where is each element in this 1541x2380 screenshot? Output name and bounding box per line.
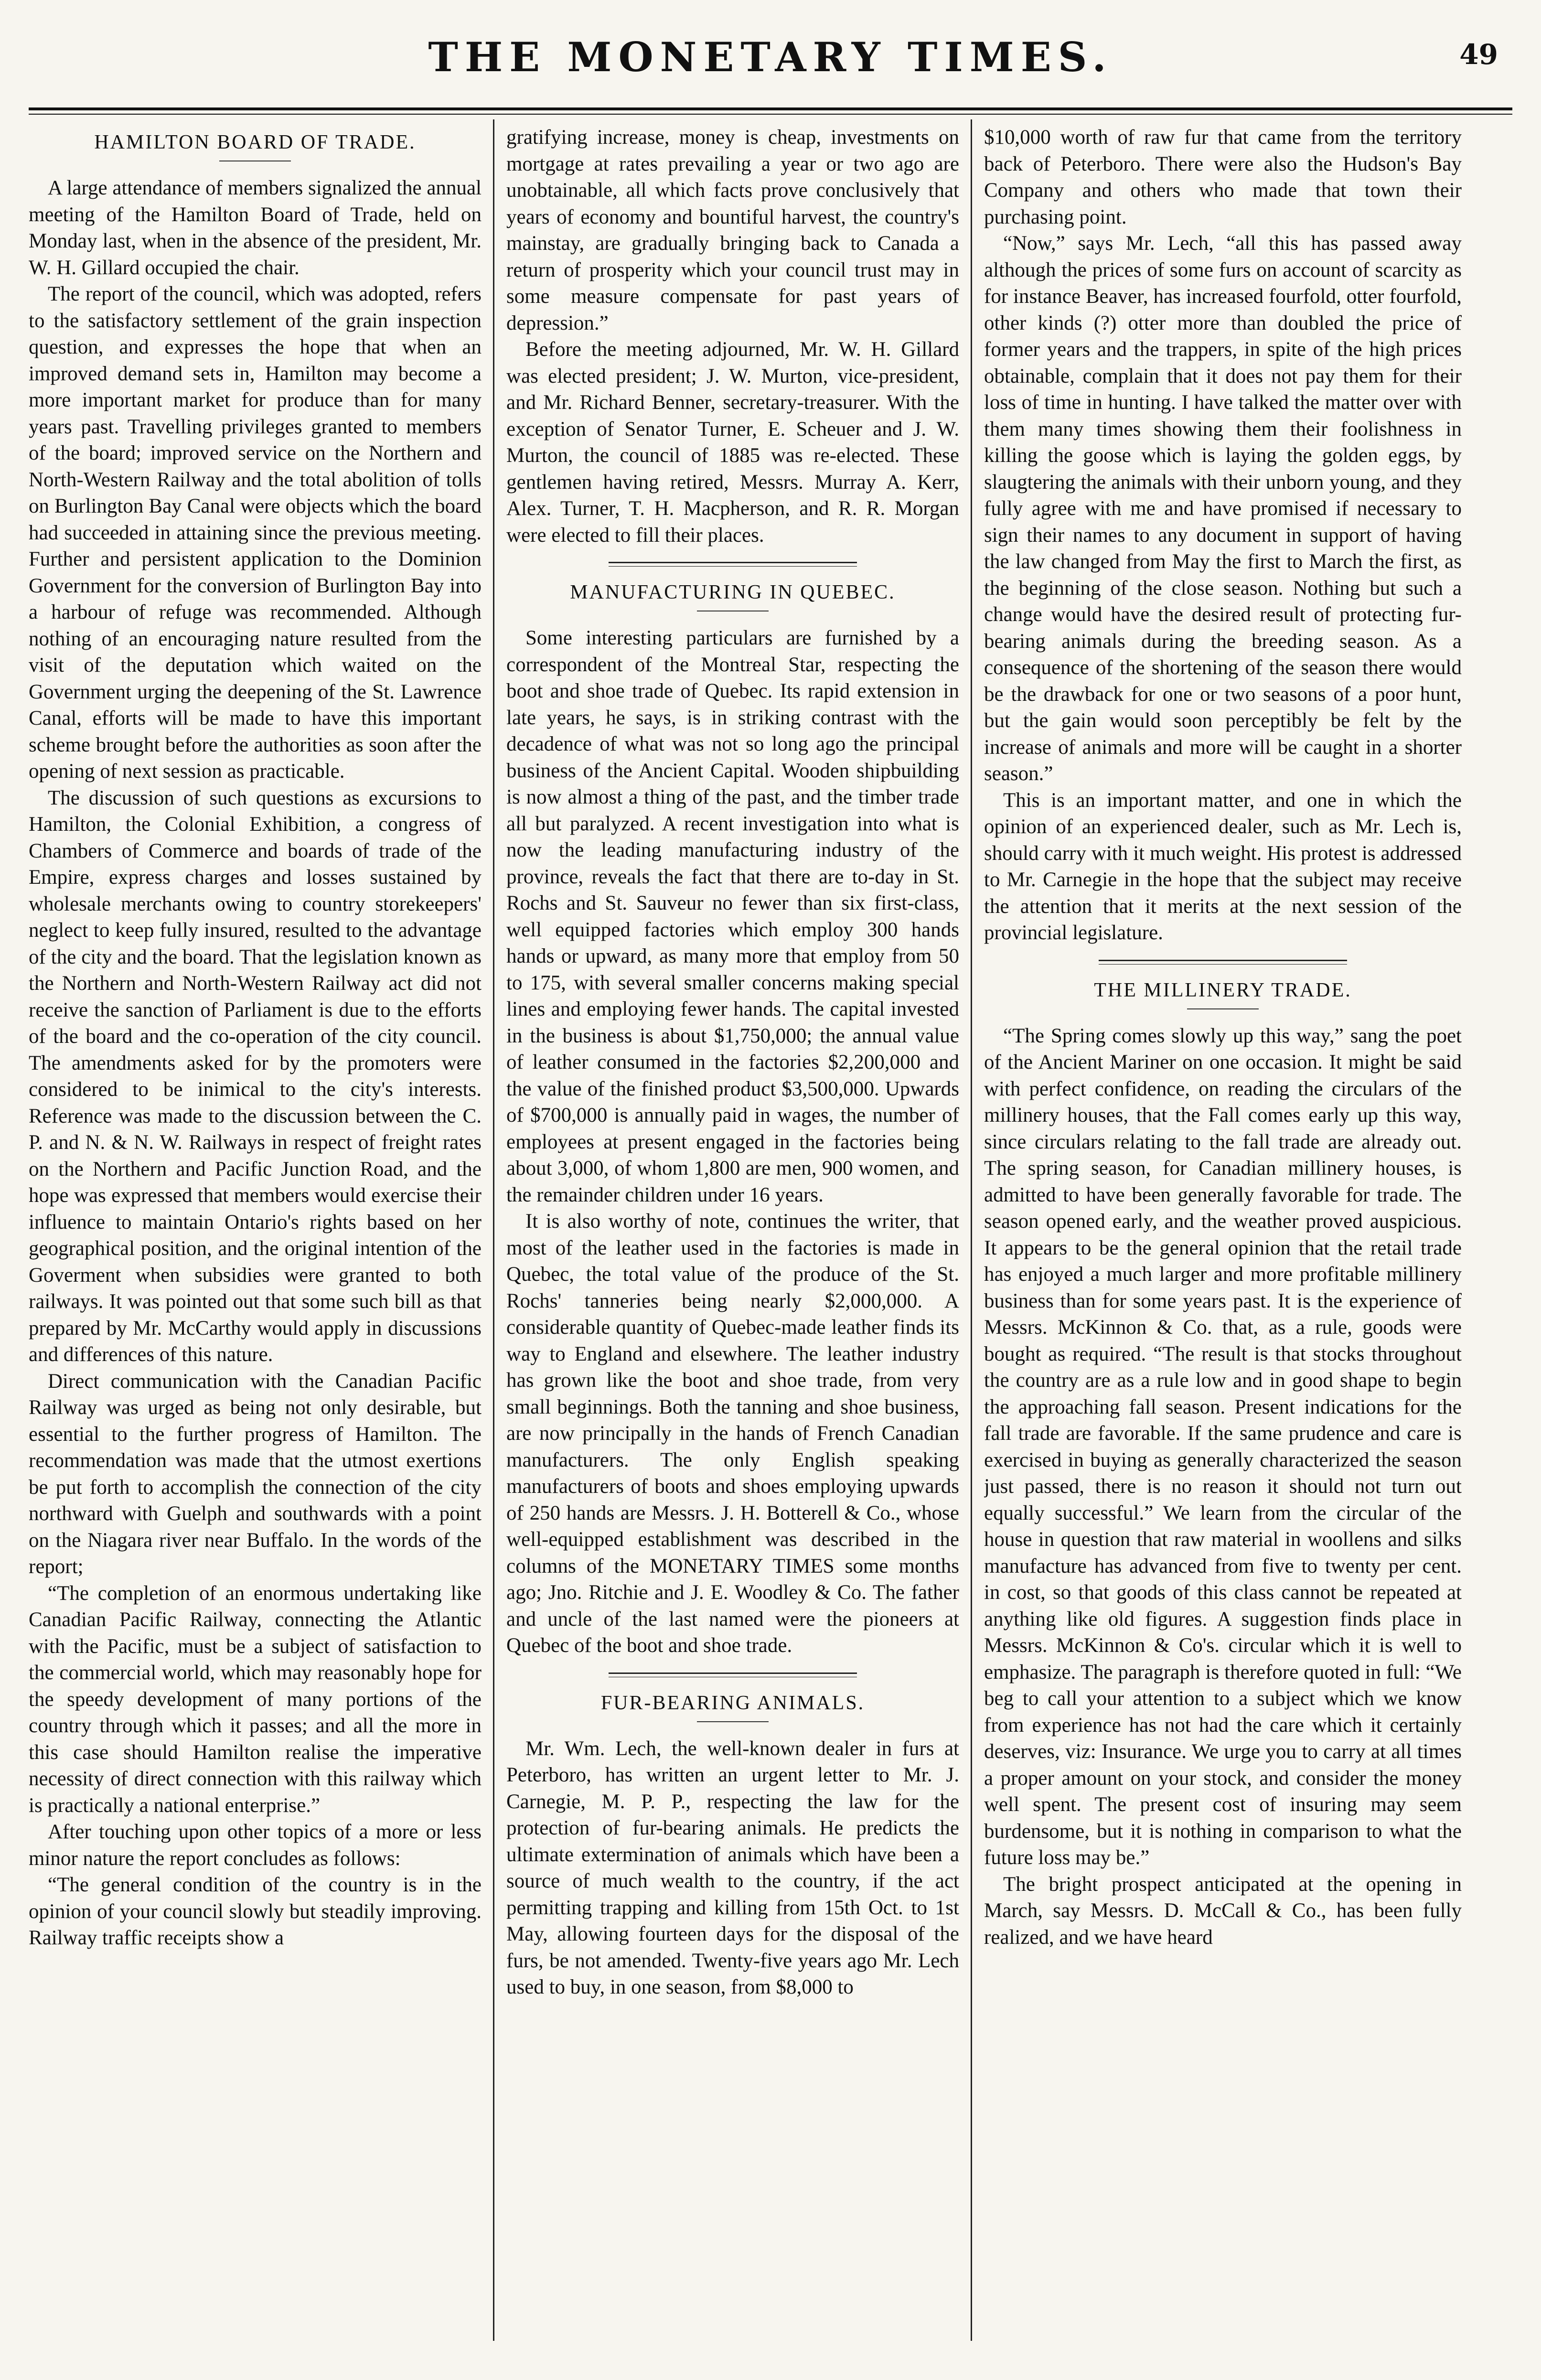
section-divider [1099, 960, 1347, 965]
article-paragraph: “The Spring comes slowly up this way,” sang the poet of the Ancient Mariner on one occasion. It might be said with perfect confidence, on reading the circulars of the millinery houses, that the Fall comes early up this way, since circulars relating to the fall trade are already out. The spring season, for Canadian millinery houses, is admitted to have been generally favorable for trade. The season opened early, and the weather proved auspicious. It appears to be the general opinion that the retail trade has enjoyed a much larger and more profitable millinery business than for some years past. It is the experience of Messrs. McKinnon & Co. that, as a rule, goods were bought as required. “The result is that stocks throughout the country are as a rule low and in good shape to begin the approaching fall season. Present indications for the fall trade are favorable. If the same prudence and care is exercised in buying as generally characterized the season just passed, there is no reason it should not turn out equally successful.” We learn from the circular of the house in question that raw material in woollens and silks manufacture has advanced from five to twenty per cent. in cost, so that goods of this class cannot be repeated at anything like old figures. A suggestion finds place in Messrs. McKinnon & Co's. circular which it is well to emphasize. The paragraph is therefore quoted in full: “We beg to call your attention to a subject which we know from experience has not had the care which it certainly deserves, viz: Insurance. We urge you to carry at all times a proper amount on your stock, and consider the money well spent. The present cost of insuring may seem burdensome, but it is nothing in comparison to what the future loss may be.” [984, 1024, 1462, 1869]
column-1 [29, 124, 482, 2341]
masthead-rule-thin [29, 114, 1512, 115]
article-paragraph: After touching upon other topics of a more or less minor nature the report concludes as follows: [29, 1821, 482, 1870]
article-paragraph: “The general condition of the country is in the opinion of your council slowly but steadily improving. Railway traffic receipts show a [29, 1874, 482, 1949]
column-separator [971, 119, 972, 2341]
masthead-title: THE MONETARY TIMES. [428, 33, 1113, 81]
page-number: 49 [1459, 38, 1498, 71]
article-paragraph: This is an important matter, and one in which the opinion of an experienced dealer, such as Mr. Lech is, should carry with it much weight. His protest is addressed to Mr. Carnegie in the hope that the subject may receive the attention that it merits at the next session of the provincial legislature. [984, 789, 1462, 944]
article-paragraph: The report of the council, which was adopted, refers to the satisfactory settlement of the grain inspection question, and expresses the hope that when an improved demand sets in, Hamilton may become a more important market for produce than for many years past. Travelling privileges granted to members of the board; improved service on the Northern and North-Western Railway and the total abolition of tolls on Burlington Bay Canal were objects which the board had succeeded in attaining since the previous meeting. Further and persistent application to the Dominion Government for the conversion of Burlington Bay into a harbour of refuge was recommended. Although nothing of an encouraging nature resulted from the visit of the deputation which waited on the Government urging the deepening of the St. Lawrence Canal, efforts will be made to have this important scheme brought before the authorities as soon after the opening of next session as practicable. [29, 283, 482, 783]
column-3 [984, 124, 1462, 2341]
masthead-rule [29, 107, 1512, 110]
article-paragraph: Direct communication with the Canadian Pacific Railway was urged as being not only desirable, but essential to the further progress of Hamilton. The recommendation was made that the utmost exertions be put forth to accomplish the connection of the city northward with Guelph and southwards with a point on the Niagara river near Buffalo. In the words of the report; [29, 1370, 482, 1578]
section-divider [609, 1672, 857, 1677]
heading-rule [1187, 1008, 1259, 1009]
article-paragraph: Some interesting particulars are furnished by a correspondent of the Montreal Star, respecting the boot and shoe trade of Quebec. Its rapid extension in late years, he says, is in striking contrast with the decadence of what was not so long ago the principal business of the Ancient Capital. Wooden shipbuilding is now almost a thing of the past, and the timber trade all but paralyzed. A recent investigation into what is now the leading manufacturing industry of the province, reveals the fact that there are to-day in St. Rochs and St. Sauveur no fewer than six first-class, well equipped factories which employ 300 hands hands or upward, as many more that employ from 50 to 175, with several smaller concerns making special lines and employing fewer hands. The capital invested in the business is about $1,750,000; the annual value of leather consumed in the factories $2,200,000 and the value of the finished product $3,500,000. Upwards of $700,000 is annually paid in wages, the number of employees at present engaged in the factories being about 3,000, of whom 1,800 are men, 900 women, and the remainder children under 16 years. [506, 627, 959, 1206]
section-divider [609, 562, 857, 567]
article-paragraph: The bright prospect anticipated at the opening in March, say Messrs. D. McCall & Co., has been fully realized, and we have heard [984, 1873, 1462, 1949]
article-paragraph: “The completion of an enormous undertaking like Canadian Pacific Railway, connecting the Atlantic with the Pacific, must be a subject of satisfaction to the commercial world, which may reasonably hope for the speedy development of many portions of the country through which it passes; and all the more in this case should Hamilton realise the imperative necessity of direct connection with this railway which is practically a national enterprise.” [29, 1582, 482, 1817]
article-paragraph: Before the meeting adjourned, Mr. W. H. Gillard was elected president; J. W. Murton, vice-president, and Mr. Richard Benner, secretary-treasurer. With the exception of Senator Turner, E. Scheuer and J. W. Murton, the council of 1885 was re-elected. These gentlemen having retired, Messrs. Murray A. Kerr, Alex. Turner, T. H. Macpherson, and R. R. Morgan were elected to fill their places. [506, 338, 959, 547]
masthead [29, 29, 1512, 100]
article-paragraph: A large attendance of members signalized the annual meeting of the Hamilton Board of Trade, held on Monday last, when in the absence of the president, Mr. W. H. Gillard occupied the chair. [29, 177, 482, 279]
article-paragraph: The discussion of such questions as excursions to Hamilton, the Colonial Exhibition, a congress of Chambers of Commerce and boards of trade of the Empire, express charges and losses sustained by wholesale merchants owing to country storekeepers' neglect to keep fully insured, resulted to the advantage of the city and the board. That the legislation known as the Northern and North-Western Railway act did not receive the sanction of Parliament is due to the efforts of the board and the co-operation of the city council. The amendments asked for by the promoters were considered to be inimical to the city's interests. Reference was made to the discussion between the C. P. and N. & N. W. Railways in respect of freight rates on the Northern and Pacific Junction Road, and the hope was expressed that members would exercise their influence to maintain Ontario's rights based on her geographical position, and the original intention of the Goverment when subsidies were granted to both railways. It was pointed out that some such bill as that prepared by Mr. McCarthy would apply in discussions and differences of this nature. [29, 786, 482, 1366]
article-paragraph: gratifying increase, money is cheap, investments on mortgage at rates prevailing a year or two ago are unobtainable, all which facts prove conclusively that years of economy and bountiful harvest, the country's mainstay, are gradually bringing back to Canada a return of prosperity which your council trust may in some measure compensate for past years of depression.” [506, 126, 959, 334]
article-paragraph: Mr. Wm. Lech, the well-known dealer in furs at Peterboro, has written an urgent letter to Mr. J. Carnegie, M. P. P., respecting the law for the protection of fur-bearing animals. He predicts the ultimate extermination of animals which have been a source of much wealth to the country, if the act permitting trapping and killing from 15th Oct. to 1st May, allowing fourteen days for the disposal of the furs, be not amended. Twenty-five years ago Mr. Lech used to buy, in one season, from $8,000 to [506, 1737, 959, 1998]
heading-rule [697, 1721, 769, 1722]
article-heading: MANUFACTURING IN QUEBEC. [570, 581, 896, 603]
article-paragraph: It is also worthy of note, continues the writer, that most of the leather used in the factories is made in Quebec, the total value of the produce of the St. Rochs' tanneries being nearly $2,000,000. A considerable quantity of Quebec-made leather finds its way to England and elsewhere. The leather industry has grown like the boot and shoe trade, from very small beginnings. Both the tanning and shoe business, are now principally in the hands of French Canadian manufacturers. The only English speaking manufacturers of boots and shoes employing upwards of 250 hands are Messrs. J. H. Botterell & Co., whose well-equipped establishment was described in the columns of the MONETARY TIMES some months ago; Jno. Ritchie and J. E. Woodley & Co. The father and uncle of the last named were the pioneers at Quebec of the boot and shoe trade. [506, 1210, 959, 1657]
article-heading: FUR-BEARING ANIMALS. [600, 1692, 865, 1714]
column-2 [506, 124, 959, 2341]
article-paragraph: $10,000 worth of raw fur that came from the territory back of Peterboro. There were also the Hudson's Bay Company and others who made that town their purchasing point. [984, 126, 1462, 228]
article-paragraph: “Now,” says Mr. Lech, “all this has passed away although the prices of some furs on account of scarcity as for instance Beaver, has increased fourfold, otter fourfold, other kinds (?) otter more than doubled the price of former years and the trappers, in spite of the high prices obtainable, complain that it does not pay them for their loss of time in hunting. I have talked the matter over with them many times showing them their foolishness in killing the goose which is laying the golden eggs, by slaugtering the animals with their unborn young, and they fully agree with me and have promised if necessary to sign their names to any document in support of having the law changed from May the first to March the first, as the beginning of the close season. Nothing but such a change would have the desired result of protecting fur-bearing animals during the breeding season. As a consequence of the shortening of the season there would be the drawback for one or two seasons of a poor hunt, but the gain would soon perceptibly be felt by the increase of animals and more will be caught in a shorter season.” [984, 232, 1462, 785]
article-heading: HAMILTON BOARD OF TRADE. [94, 131, 416, 153]
column-separator [493, 119, 494, 2341]
article-heading: THE MILLINERY TRADE. [1094, 979, 1352, 1001]
